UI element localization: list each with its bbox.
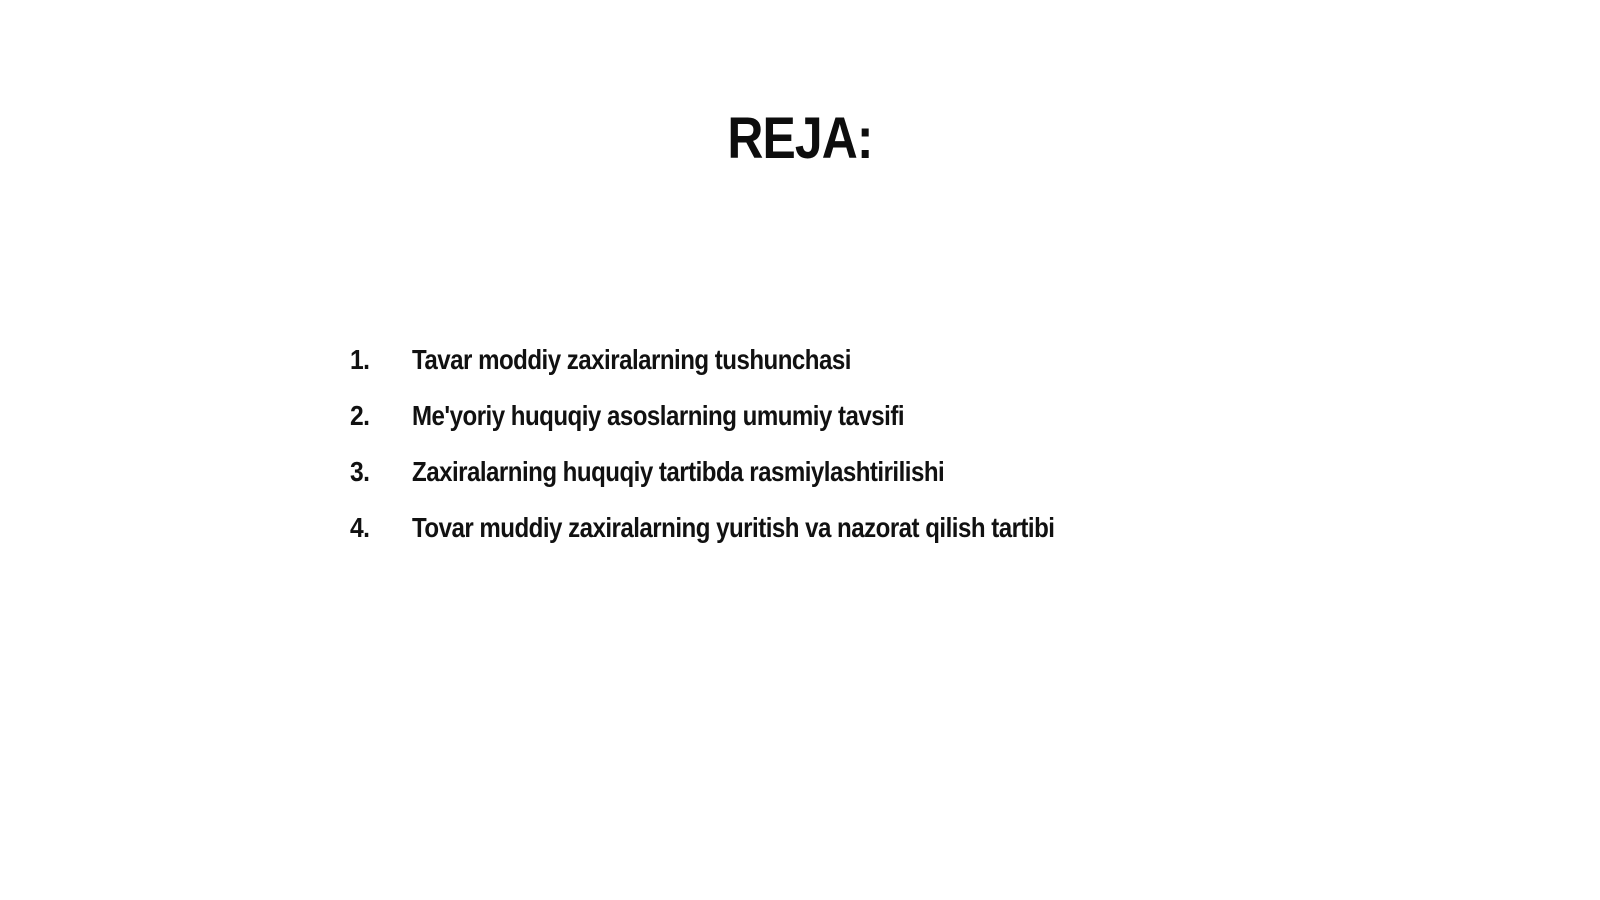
list-item-number: 3. [350,456,370,487]
list-item-text: Tovar muddiy zaxiralarning yuritish va nazorat qilish tartibi [412,512,1055,543]
list-item-number: 1. [350,344,370,375]
slide-title: REJA: [727,106,873,171]
list-item-text: Tavar moddiy zaxiralarning tushunchasi [412,344,851,375]
list-item-text: Me'yoriy huquqiy asoslarning umumiy tavsifi [412,400,905,431]
list-item-number: 4. [350,512,370,543]
list-item-number: 2. [350,400,370,431]
list-item [350,500,1159,556]
list-item [350,388,1159,444]
list-item [350,444,1159,500]
plan-list [350,332,1159,556]
list-item [350,332,1159,388]
list-item-text: Zaxiralarning huquqiy tartibda rasmiylashtirilishi [412,456,945,487]
